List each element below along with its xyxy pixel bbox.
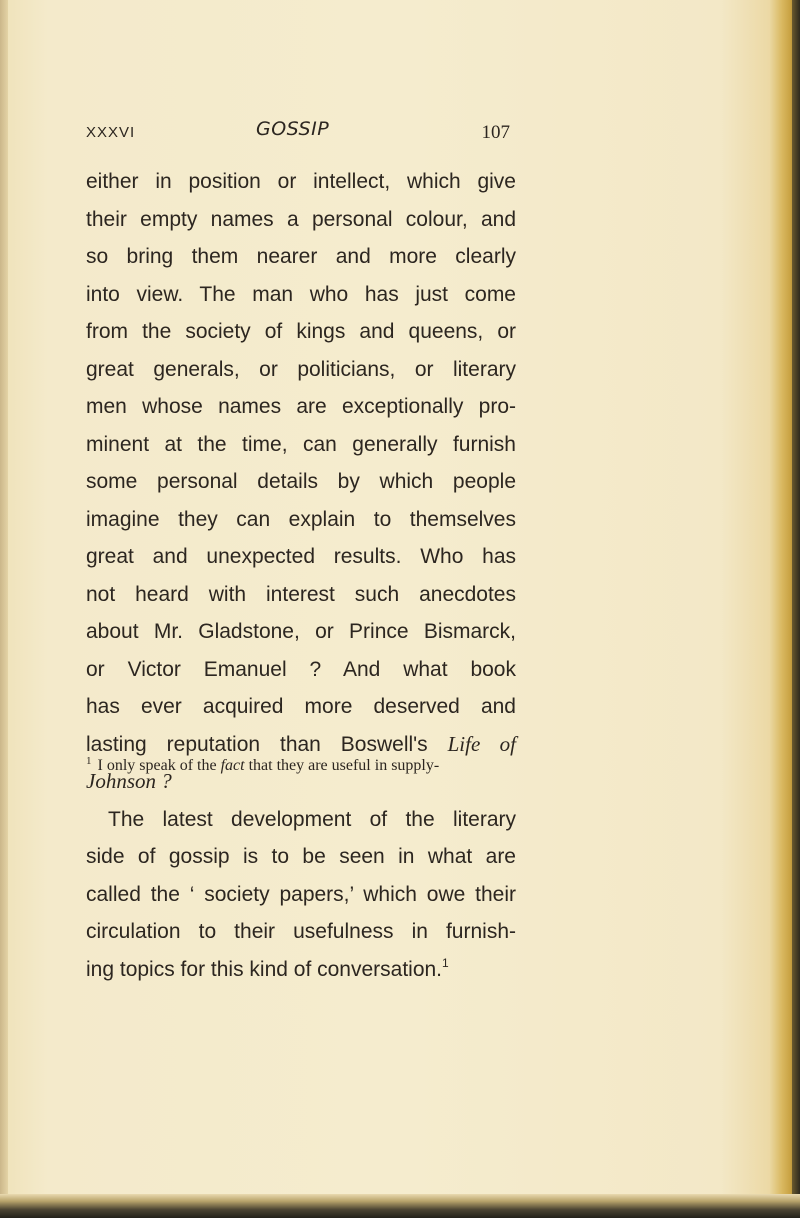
book-binding — [792, 0, 800, 1218]
text-line: about Mr. Gladstone, or Prince Bismarck, — [86, 620, 516, 643]
footnote — [86, 755, 516, 775]
italic-book-title: Life of — [447, 731, 516, 756]
footnote-marker: 1 — [86, 755, 92, 767]
text-line: not heard with interest such anecdotes — [86, 582, 516, 606]
text-line: or Victor Emanuel ? And what book — [86, 657, 516, 681]
text-line-segment: ing topics for this kind of conversation. — [86, 957, 443, 981]
text-line: side of gossip is to be seen in what are — [86, 845, 516, 868]
text-line: some personal details by which people — [86, 470, 516, 493]
text-line-last — [86, 951, 516, 989]
text-line: imagine they can explain to themselves — [86, 507, 516, 531]
footnote-italic: fact — [220, 757, 245, 774]
text-line: into view. The man who has just come — [86, 282, 516, 306]
chapter-number: XXXVI — [86, 124, 136, 141]
page-left-edge — [0, 0, 8, 1218]
chapter-title: GOSSIP — [256, 118, 330, 140]
text-line: great and unexpected results. Who has — [86, 545, 516, 568]
text-line: from the society of kings and queens, or — [86, 320, 516, 343]
footnote-text: I only speak of the — [97, 757, 217, 774]
text-line: great generals, or politicians, or literary — [86, 357, 516, 381]
text-line: so bring them nearer and more clearly — [86, 245, 516, 268]
text-line-italic: Johnson ? — [86, 769, 172, 793]
text-line-segment: lasting reputation than Boswell's — [86, 732, 428, 756]
text-line: circulation to their usefulness in furnish- — [86, 920, 516, 943]
running-head — [86, 118, 516, 148]
page-bottom-edge — [0, 1194, 800, 1218]
text-line: either in position or intellect, which give — [86, 170, 516, 193]
page-number: 107 — [481, 122, 510, 143]
footnote-reference: 1 — [442, 955, 449, 970]
text-line: has ever acquired more deserved and — [86, 695, 516, 718]
footnote-text-cont: that they are useful in supply- — [248, 757, 440, 774]
text-line: men whose names are exceptionally pro- — [86, 395, 516, 418]
paragraph-first-line: The latest development of the literary — [108, 807, 516, 831]
text-line: minent at the time, can generally furnish — [86, 432, 516, 456]
text-line: called the ‘ society papers,’ which owe their — [86, 882, 516, 906]
body-text — [86, 163, 516, 988]
text-line: their empty names a personal colour, and — [86, 207, 516, 231]
